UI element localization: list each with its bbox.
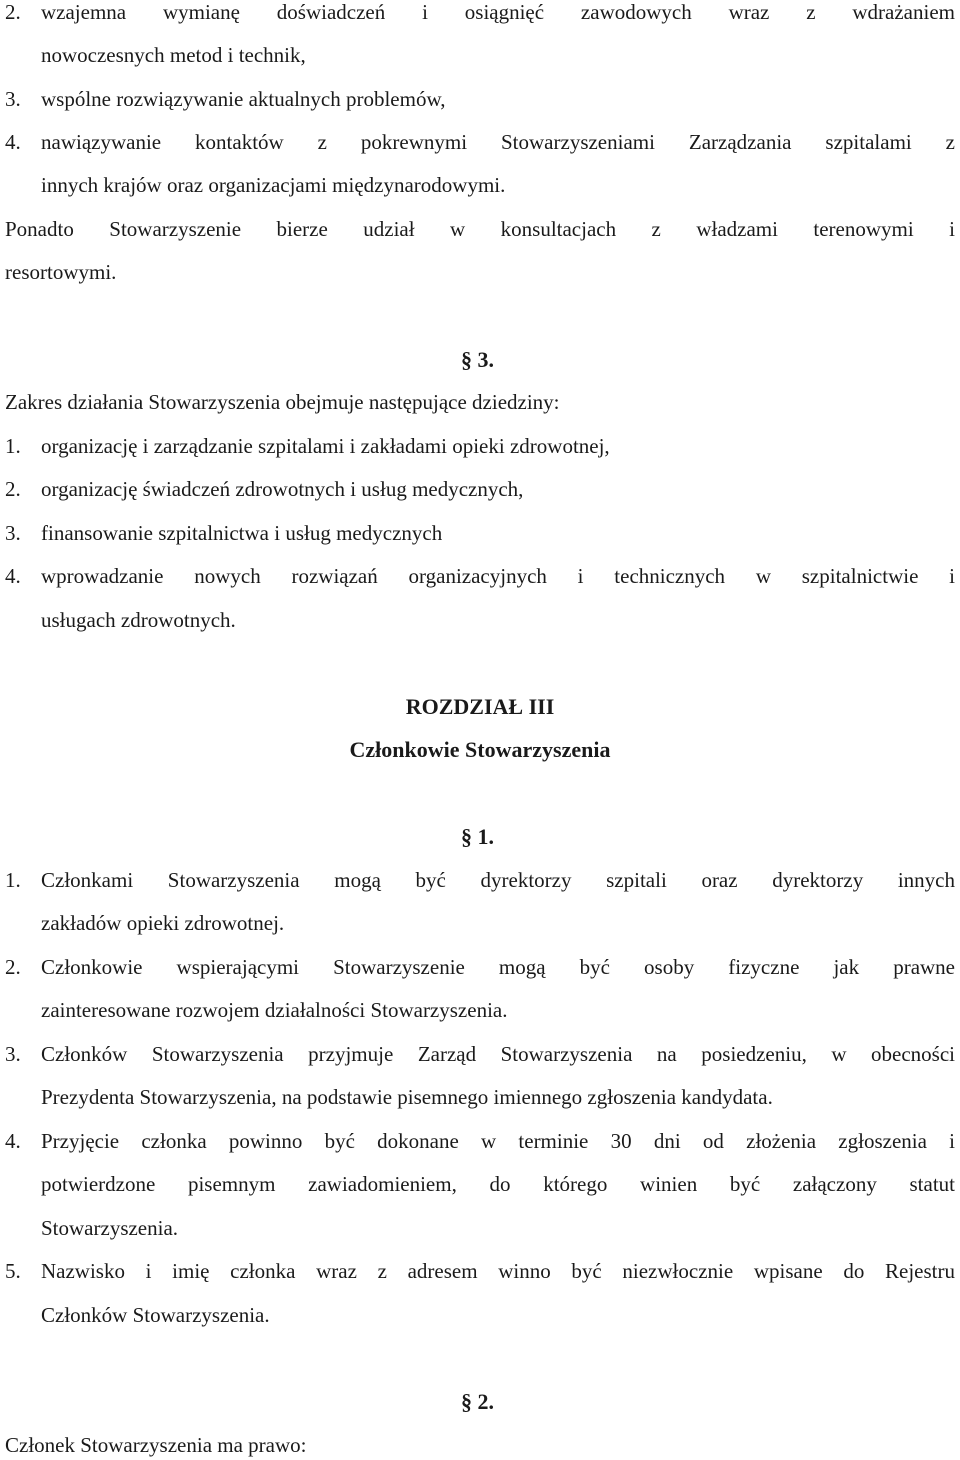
section-heading: § 1. xyxy=(461,824,494,849)
list-number: 4. xyxy=(5,564,21,588)
list-item-line: Członków Stowarzyszenia przyjmuje Zarząd Stowarzyszenia na posiedzeniu, w obecności xyxy=(41,1042,955,1066)
section-heading: § 2. xyxy=(461,1389,494,1414)
chapter-subtitle: Członkowie Stowarzyszenia xyxy=(349,737,611,762)
list-item-line: organizację świadczeń zdrowotnych i usług medycznych, xyxy=(41,477,524,501)
paragraph-line: resortowymi. xyxy=(5,260,117,284)
list-item-line: Członkowie wspierającymi Stowarzyszenie mogą być osoby fizyczne jak prawne xyxy=(41,955,955,979)
paragraph-line: Ponadto Stowarzyszenie bierze udział w konsultacjach z władzami terenowymi i xyxy=(5,217,955,241)
list-number: 4. xyxy=(5,1129,21,1153)
list-item-line: Członkami Stowarzyszenia mogą być dyrektorzy szpitali oraz dyrektorzy innych xyxy=(41,868,955,892)
chapter-title: ROZDZIAŁ III xyxy=(405,694,555,719)
list-item-line: wprowadzanie nowych rozwiązań organizacyjnych i technicznych w szpitalnictwie i xyxy=(41,564,955,588)
list-number: 2. xyxy=(5,0,21,24)
list-number: 3. xyxy=(5,1042,21,1066)
list-item-line: Prezydenta Stowarzyszenia, na podstawie pisemnego imiennego zgłoszenia kandydata. xyxy=(41,1085,773,1109)
list-number: 1. xyxy=(5,868,21,892)
list-number: 2. xyxy=(5,477,21,501)
list-item-line: Przyjęcie członka powinno być dokonane w terminie 30 dni od złożenia zgłoszenia i xyxy=(41,1129,955,1153)
list-item-line: zainteresowane rozwojem działalności Stowarzyszenia. xyxy=(41,998,508,1022)
list-item-line: innych krajów oraz organizacjami międzynarodowymi. xyxy=(41,173,506,197)
list-number: 3. xyxy=(5,521,21,545)
list-item-line: finansowanie szpitalnictwa i usług medycznych xyxy=(41,521,443,545)
section-intro: Członek Stowarzyszenia ma prawo: xyxy=(5,1433,307,1457)
list-item-line: wspólne rozwiązywanie aktualnych problemów, xyxy=(41,87,446,111)
list-item-line: organizację i zarządzanie szpitalami i zakładami opieki zdrowotnej, xyxy=(41,434,610,458)
list-item-line: nowoczesnych metod i technik, xyxy=(41,43,306,67)
list-number: 5. xyxy=(5,1259,21,1283)
list-number: 3. xyxy=(5,87,21,111)
section-heading: § 3. xyxy=(461,347,494,372)
list-item-line: usługach zdrowotnych. xyxy=(41,608,236,632)
list-item-line: potwierdzone pisemnym zawiadomieniem, do którego winien być załączony statut xyxy=(41,1172,955,1196)
list-item-line: Stowarzyszenia. xyxy=(41,1216,179,1240)
section-intro: Zakres działania Stowarzyszenia obejmuje następujące dziedziny: xyxy=(5,390,560,414)
list-item-line: wzajemna wymianę doświadczeń i osiągnięć zawodowych wraz z wdrażaniem xyxy=(41,0,955,24)
list-item-line: zakładów opieki zdrowotnej. xyxy=(41,911,285,935)
list-item-line: Nazwisko i imię członka wraz z adresem winno być niezwłocznie wpisane do Rejestru xyxy=(41,1259,955,1283)
list-item-line: nawiązywanie kontaktów z pokrewnymi Stowarzyszeniami Zarządzania szpitalami z xyxy=(41,130,955,154)
list-number: 2. xyxy=(5,955,21,979)
list-item-line: Członków Stowarzyszenia. xyxy=(41,1303,270,1327)
list-number: 1. xyxy=(5,434,21,458)
list-number: 4. xyxy=(5,130,21,154)
